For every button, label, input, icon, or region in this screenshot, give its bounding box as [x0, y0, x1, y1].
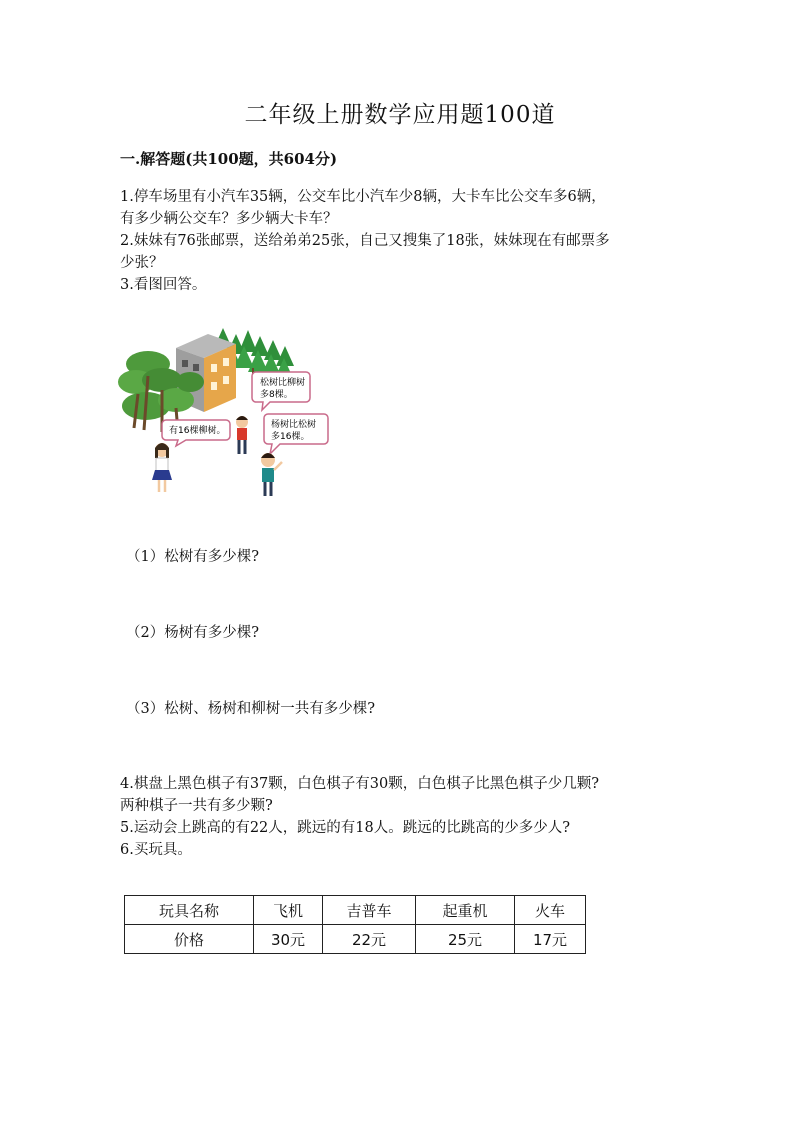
- table-cell: 价格: [125, 925, 254, 954]
- toy-price-table: [124, 895, 586, 954]
- table-cell: 吉普车: [323, 896, 416, 925]
- question-1-line-1: 1.停车场里有小汽车35辆，公交车比小汽车少8辆，大卡车比公交车多6辆，: [120, 189, 606, 205]
- boy-figure-1: [236, 416, 248, 454]
- page-title: 二年级上册数学应用题100道: [244, 102, 556, 128]
- question-1-line-2: 有多少辆公交车？多少辆大卡车？: [120, 211, 338, 227]
- table-cell: 玩具名称: [125, 896, 254, 925]
- section-heading: 一.解答题(共100题，共604分): [120, 150, 338, 168]
- bubble-pine: [252, 372, 310, 410]
- table-cell: 25元: [416, 925, 515, 954]
- bubble-poplar-line-1: 杨树比松树: [271, 420, 317, 430]
- question-4-line-2: 两种棋子一共有多少颗?: [120, 798, 273, 814]
- bubble-poplar: [264, 414, 328, 454]
- bubble-willow: [162, 420, 230, 446]
- table-cell: 起重机: [416, 896, 515, 925]
- boy-figure-2: [261, 453, 282, 496]
- bubble-pine-line-2: 多8棵。: [260, 390, 293, 400]
- question-2: [120, 230, 700, 274]
- bubble-poplar-line-2: 多16棵。: [271, 432, 310, 442]
- table-cell: 17元: [515, 925, 586, 954]
- question-4-line-1: 4.棋盘上黑色棋子有37颗，白色棋子有30颗，白色棋子比黑色棋子少几颗?: [120, 776, 600, 792]
- bubble-pine-line-1: 松树比柳树: [260, 378, 306, 388]
- question-4: [120, 773, 700, 817]
- girl-figure: [152, 443, 172, 492]
- table-cell: 30元: [254, 925, 323, 954]
- sub-question-1: （1）松树有多少棵?: [126, 549, 259, 565]
- question-5: 5.运动会上跳高的有22人，跳远的有18人。跳远的比跳高的少多少人?: [120, 820, 571, 836]
- table-cell: 22元: [323, 925, 416, 954]
- table-cell: 火车: [515, 896, 586, 925]
- table-header-row: [125, 896, 586, 925]
- trees-illustration: [118, 320, 333, 505]
- sub-question-2: （2）杨树有多少棵?: [126, 625, 259, 641]
- sub-question-3: （3）松树、杨树和柳树一共有多少棵?: [126, 701, 375, 717]
- question-3: 3.看图回答。: [120, 277, 207, 293]
- table-cell: 飞机: [254, 896, 323, 925]
- question-6: 6.买玩具。: [120, 842, 192, 858]
- question-1: [120, 186, 700, 230]
- bubble-willow-text: 有16棵柳树。: [169, 426, 226, 436]
- question-2-line-1: 2.妹妹有76张邮票，送给弟弟25张，自己又搜集了18张，妹妹现在有邮票多: [120, 233, 610, 249]
- question-2-line-2: 少张？: [120, 255, 164, 271]
- table-row: [125, 925, 586, 954]
